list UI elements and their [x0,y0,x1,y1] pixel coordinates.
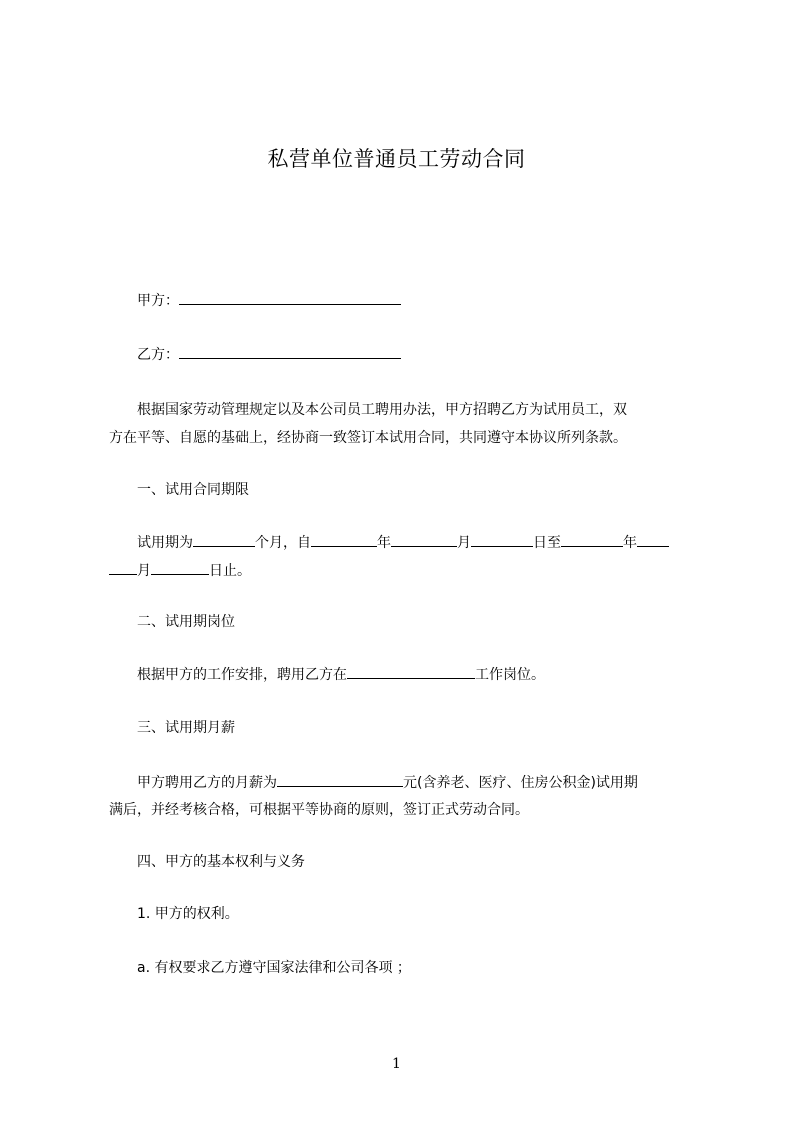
party-b-line [137,344,401,365]
start-day-blank[interactable] [471,532,533,547]
salary-prefix: 甲方聘用乙方的月薪为 [137,775,277,791]
end-year-label: 年 [623,535,637,551]
section-2-heading: 二、试用期岗位 [137,614,235,630]
party-a-right-a: a. 有权要求乙方遵守国家法律和公司各项 ； [137,960,411,976]
trial-months-label: 个月，自 [255,535,311,551]
party-a-label: 甲方： [137,293,179,309]
page-title: 私营单位普通员工劳动合同 [267,147,526,171]
start-year-blank[interactable] [311,532,377,547]
page-number: 1 [392,1056,401,1072]
end-month-blank-part1[interactable] [637,532,669,547]
salary-line-2: 满后，并经考核合格，可根据平等协商的原则，签订正式劳动合同。 [109,802,529,818]
end-day-blank[interactable] [151,560,209,575]
start-month-label: 月 [457,535,471,551]
end-month-blank-part2[interactable] [109,560,137,575]
position-suffix: 工作岗位。 [475,667,545,683]
party-a-blank[interactable] [179,290,401,305]
position-line [137,664,545,685]
salary-line-1 [137,772,638,793]
salary-suffix: 元(含养老、医疗、住房公积金)试用期 [403,775,638,791]
intro-line-2: 方在平等、自愿的基础上，经协商一致签订本试用合同，共同遵守本协议所列条款。 [109,430,627,446]
position-blank[interactable] [347,664,475,679]
position-prefix: 根据甲方的工作安排，聘用乙方在 [137,667,347,683]
end-day-label: 日止。 [209,563,251,579]
end-year-blank[interactable] [561,532,623,547]
start-day-label: 日至 [533,535,561,551]
trial-period-line-1 [137,532,669,553]
start-year-label: 年 [377,535,391,551]
intro-line-1: 根据国家劳动管理规定以及本公司员工聘用办法，甲方招聘乙方为试用员工，双 [137,402,627,418]
trial-period-prefix: 试用期为 [137,535,193,551]
party-b-label: 乙方： [137,347,179,363]
salary-blank[interactable] [277,772,403,787]
trial-period-line-2 [109,560,251,581]
section-4-heading: 四、甲方的基本权利与义务 [137,854,305,870]
party-b-blank[interactable] [179,344,401,359]
start-month-blank[interactable] [391,532,457,547]
section-3-heading: 三、试用期月薪 [137,720,235,736]
end-month-label: 月 [137,563,151,579]
section-1-heading: 一、试用合同期限 [137,482,249,498]
trial-months-blank[interactable] [193,532,255,547]
party-a-line [137,290,401,311]
party-a-rights-item: 1. 甲方的权利。 [137,906,239,922]
